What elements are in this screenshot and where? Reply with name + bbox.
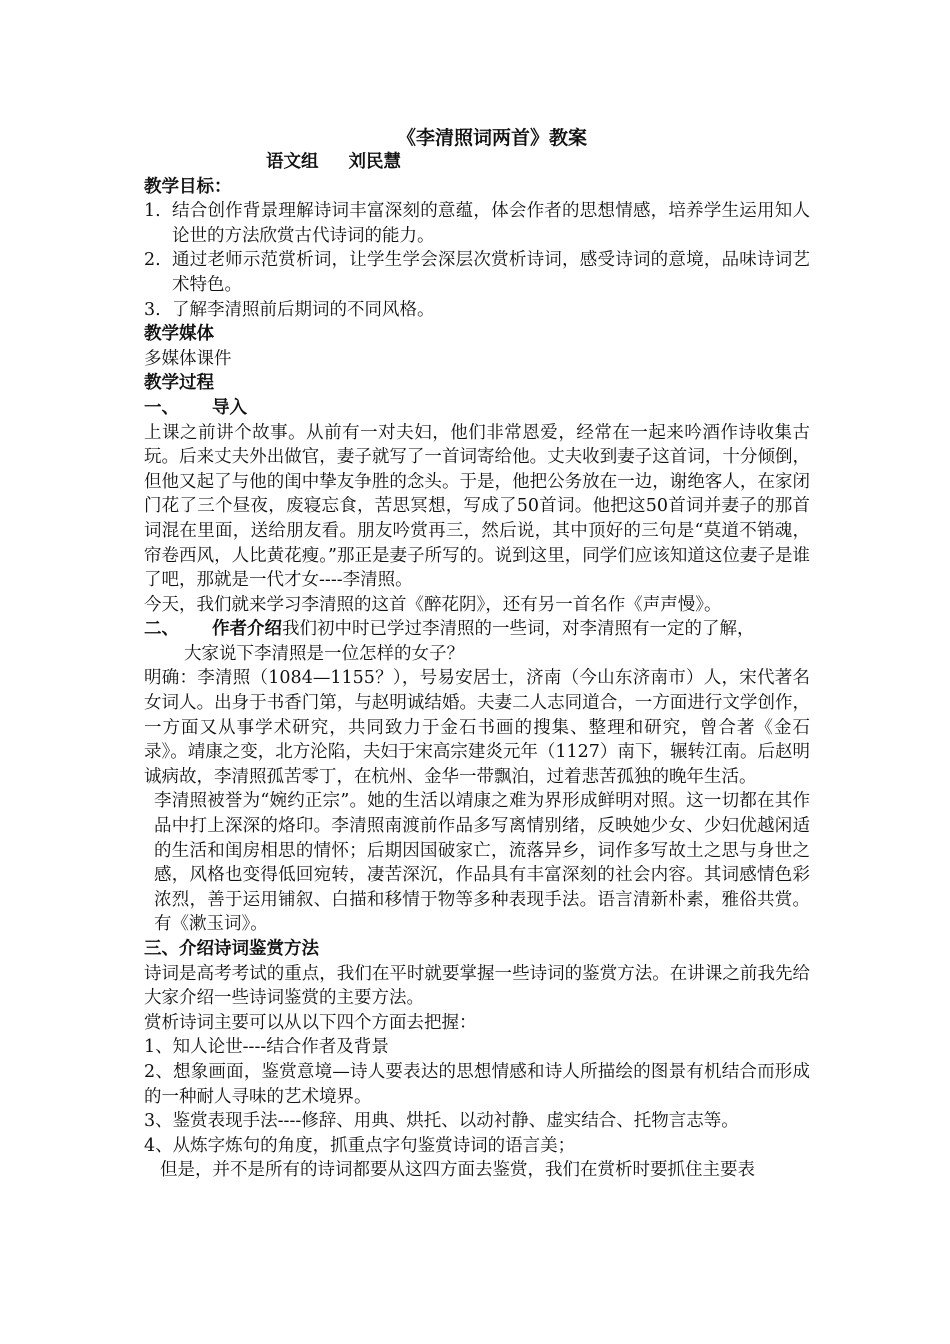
section1-paragraph: 上课之前讲个故事。从前有一对夫妇，他们非常恩爱，经常在一起来吟酒作诗收集古玩。后来丈夫外出做官，妻子就写了一首词寄给他。丈夫收到妻子这首词，十分倾倒，但他又起了与他的闺中挚友争胜的念头。于是，他把公务放在一边，谢绝客人，在家闭门花了三个昼夜，废寝忘食，苦思冥想，写成了50首词。他把这50首词并妻子的那首词混在里面，送给朋友看。朋友吟赏再三，然后说，其中顶好的三句是“莫道不销魂，帘卷西风，人比黄花瘦。”那正是妻子所写的。说到这里，同学们应该知道这位妻子是谁了吧，那就是一代才女----李清照。 — [144, 422, 810, 591]
section2-paragraph: 明确：李清照（1084—1155？），号易安居士，济南（今山东济南市）人，宋代著名女词人。出身于书香门第，与赵明诚结婚。夫妻二人志同道合，一方面进行文学创作，一方面又从事学术研究，共同致力于金石书画的搜集、整理和研究，曾合著《金石录》。靖康之变，北方沦陷，夫妇于宋高宗建炎元年（1127）南下，辗转江南。后赵明诚病故，李清照孤苦零丁，在杭州、金华一带飘泊，过着悲苦孤独的晚年生活。 — [144, 668, 810, 787]
section2-lead: 我们初中时已学过李清照的一些词，对李清照有一定的了解， — [282, 619, 755, 640]
method-item: 4、从炼字炼句的角度，抓重点字句鉴赏诗词的语言美； — [144, 1135, 576, 1156]
objective-text: 了解李清照前后期词的不同风格。 — [172, 299, 435, 320]
section2-question: 大家说下李清照是一位怎样的女子？ — [184, 643, 464, 664]
document-title: 《李清照词两首》教案 — [396, 127, 587, 149]
objectives-list — [144, 199, 810, 322]
author-line — [144, 150, 810, 175]
objective-number: 2. — [144, 250, 161, 271]
method-item: 2、想象画面，鉴赏意境—诗人要表达的思想情感和诗人所描绘的图景有机结合而形成的一种耐人寻味的艺术境界。 — [144, 1061, 810, 1107]
section3-paragraph: 赏析诗词主要可以从以下四个方面去把握： — [144, 1012, 477, 1033]
section1-number: 一、 — [144, 397, 179, 418]
method-item: 3、鉴赏表现手法----修辞、用典、烘托、以动衬静、虚实结合、托物言志等。 — [144, 1111, 739, 1132]
method-item: 1、知人论世----结合作者及背景 — [144, 1037, 389, 1058]
objective-item — [144, 248, 810, 297]
objective-item — [144, 199, 810, 248]
section1-label: 导入 — [212, 397, 247, 418]
objective-text: 结合创作背景理解诗词丰富深刻的意蕴，体会作者的思想情感，培养学生运用知人论世的方法欣赏古代诗词的能力。 — [172, 201, 810, 246]
document-page — [144, 118, 810, 1183]
objective-number: 3. — [144, 299, 161, 320]
media-text: 多媒体课件 — [144, 348, 232, 369]
section1-paragraph: 今天，我们就来学习李清照的这首《醉花阴》，还有另一首名作《声声慢》。 — [144, 594, 722, 615]
author-name: 刘民慧 — [348, 152, 401, 172]
section2-heading — [144, 617, 810, 642]
section3-paragraph: 但是，并不是所有的诗词都要从这四方面去鉴赏，我们在赏析时要抓住主要表 — [160, 1160, 755, 1181]
section3-paragraph: 诗词是高考考试的重点，我们在平时就要掌握一些诗词的鉴赏方法。在讲课之前我先给大家介绍一些诗词鉴赏的主要方法。 — [144, 963, 810, 1009]
section2-number: 二、 — [144, 619, 179, 640]
objectives-heading: 教学目标： — [144, 176, 232, 197]
objective-item — [144, 298, 810, 323]
media-heading: 教学媒体 — [144, 324, 214, 345]
author-group: 语文组 — [266, 152, 319, 172]
section3-heading: 三、介绍诗词鉴赏方法 — [144, 939, 319, 959]
section1-heading — [144, 396, 810, 421]
section2-label: 作者介绍 — [212, 619, 282, 640]
objective-number: 1. — [144, 201, 161, 222]
process-heading: 教学过程 — [144, 373, 214, 394]
section2-paragraph: 李清照被誉为“婉约正宗”。她的生活以靖康之难为界形成鲜明对照。这一切都在其作品中打上深深的烙印。李清照南渡前作品多写离情别绪，反映她少女、少妇优越闲适的生活和闺房相思的情怀；后期因国破家亡，流落异乡，词作多写故土之思与身世之感，风格也变得低回宛转，凄苦深沉，作品具有丰富深刻的社会内容。其词感情色彩浓烈，善于运用铺叙、白描和移情于物等多种表现手法。语言清新朴素，雅俗共赏。有《漱玉词》。 — [154, 791, 810, 935]
objective-text: 通过老师示范赏析词，让学生学会深层次赏析诗词，感受诗词的意境，品味诗词艺术特色。 — [172, 250, 810, 295]
